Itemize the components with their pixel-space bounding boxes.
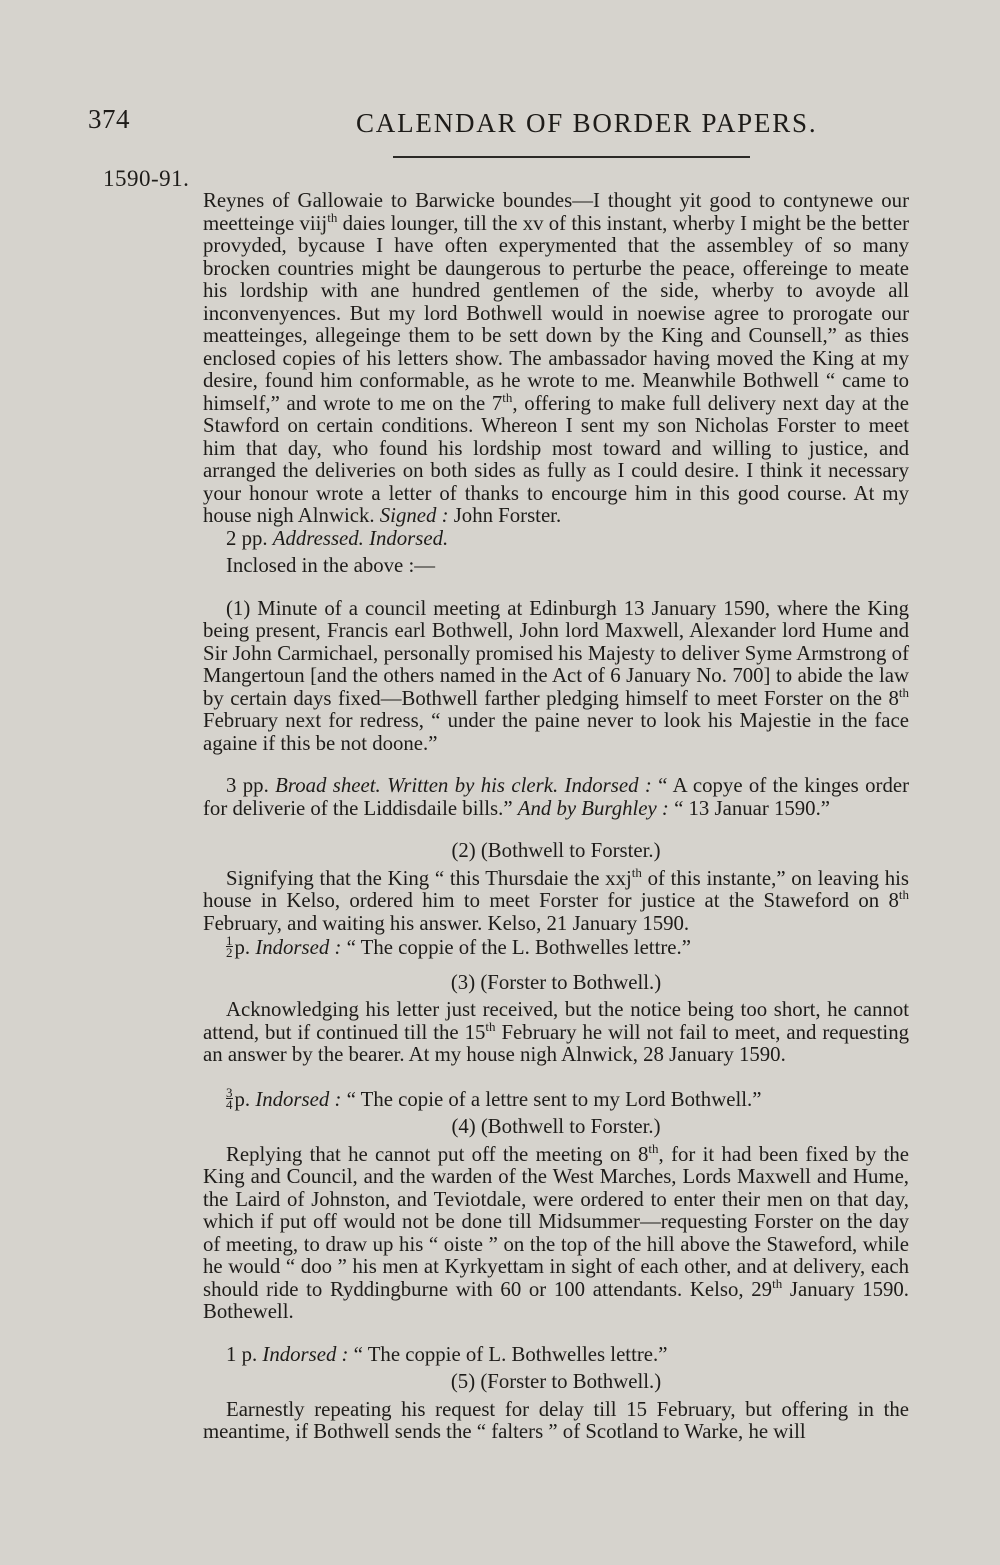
page-body [203,190,909,1444]
inclosure-2-text: Signifying that the King “ this Thursdaie the xxj$^{th}$ of this instante,” on leaving his house in Kelso, ordered him to meet Forster for justice at the Staweford on 8th February, and waiting his answer. Kelso, 21 January 1590. [203,864,909,935]
inclosure-4-text: Replying that he cannot put off the meeting on 8th, for it had been fixed by the King and Council, and the warden of the West Marches, Lords Maxwell and Hume, the Laird of Johnston, and Teviotdale, were ordered to enter their men on that day, which if put off would not be done till Midsummer—requesting Forster on the day of meeting, to draw up his “ oiste ” on the top of the hill above the Staweford, while he would “ doo ” his men at Kyrkyettam in sight of each other, and at delivery, each should ride to Ryddingburne with 60 or 100 attendants. Kelso, 29th January 1590. Bothewell. [203,1140,910,1323]
signatory: John Forster. [448,504,562,527]
margin-year: 1590-91. [103,166,190,191]
inclosure-2-description: $\frac{1}{2}$ p. Indorsed : “ The coppie of the L. Bothwelles lettre.” [226,933,691,960]
running-title: CALENDAR OF BORDER PAPERS. [356,108,818,138]
fraction-three-quarters: $\frac{3}{4}$ [226,1084,233,1112]
inclosure-heading: Inclosed in the above :— [226,554,436,577]
inclosure-5-text: Earnestly repeating his request for delay till 15 February, but offering in the meantime, if Bothwell sends the “ falters ” of Scotland to Warke, he will [203,1397,909,1443]
letter-description: 2 pp. Addressed. Indorsed. [226,526,449,550]
signed-label: Signed : [379,504,449,527]
inclosure-3-text: Acknowledging his letter just received, but the notice being too short, he cannot attend, but if continued till the 15th February he will not fail to meet, and requesting an answer by the bearer. At my house nigh Alnwick, 28 January 1590. [203,998,909,1066]
inclosure-5-heading: (5) (Forster to Bothwell.) [450,1370,662,1393]
letter-paragraph: Reynes of Gallowaie to Barwicke boundes—I thought yit good to contynewe our meetteinge viij$^{th}$ daies lounger, till the xv of this instant, wherby I might be the better provyded, bycause I have often experymented that the assembley of so many brocken countries might be daungerous to perturbe the peace, offereinge to meate his lordship with ane hundred gentlemen of the side, wherby to avoyde all inconvenyences. But my lord Bothwell would in noewise agree to prorogate our meatteinges, allegeinge them to be sett down by the King and Counsell,” as thies enclosed copies of his letters show. The ambassador having moved the King at my desire, found him conformable, as he wrote to me. Meanwhile Bothwell “ came to himself,” and wrote to me on the 7th, offering to make full delivery next day at the Stawford on certain conditions. Whereon I sent my son Nicholas Forster to meet him that day, who found his lordship most toward and willing to justice, and arranged the deliveries on both sides as fully as I could desire. I think it necessary your honour wrote a letter of thanks to encourge him in this good course. At my house nigh Alnwick. Signed : John Forster. [203,189,909,527]
inclosure-1-description: 3 pp. Broad sheet. Written by his clerk. Indorsed : “ A copye of the kinges order for deliverie of the Liddisdaile bills.” And by Burghley : “ 13 Januar 1590.” [203,774,909,820]
inclosure-3-description: $\frac{3}{4}$ p. Indorsed : “ The copie of a lettre sent to my Lord Bothwell.” [226,1084,762,1112]
title-rule [393,156,750,158]
inclosure-4-heading: (4) (Bothwell to Forster.) [451,1115,661,1138]
inclosure-3-heading: (3) (Forster to Bothwell.) [450,970,662,994]
inclosure-4-description: 1 p. Indorsed : “ The coppie of L. Bothwelles lettre.” [226,1342,668,1366]
fraction-half: $\frac{1}{2}$ [226,933,233,960]
inclosure-1-text: (1) Minute of a council meeting at Edinburgh 13 January 1590, where the King being present, Francis earl Bothwell, John lord Maxwell, Alexander lord Hume and Sir John Carmichael, personally promised his Majesty to deliver Syme Armstrong of Mangertoun [and the others named in the Act of 6 January No. 700] to abide the law by certain days fixed—Bothwell farther pledging himself to meet Forster on the 8th February next for redress, “ under the paine never to look his Majestie in the face againe if this be not doone.” [203,596,909,755]
inclosure-2-heading: (2) (Bothwell to Forster.) [451,839,661,862]
page-number: 374 [88,104,130,134]
